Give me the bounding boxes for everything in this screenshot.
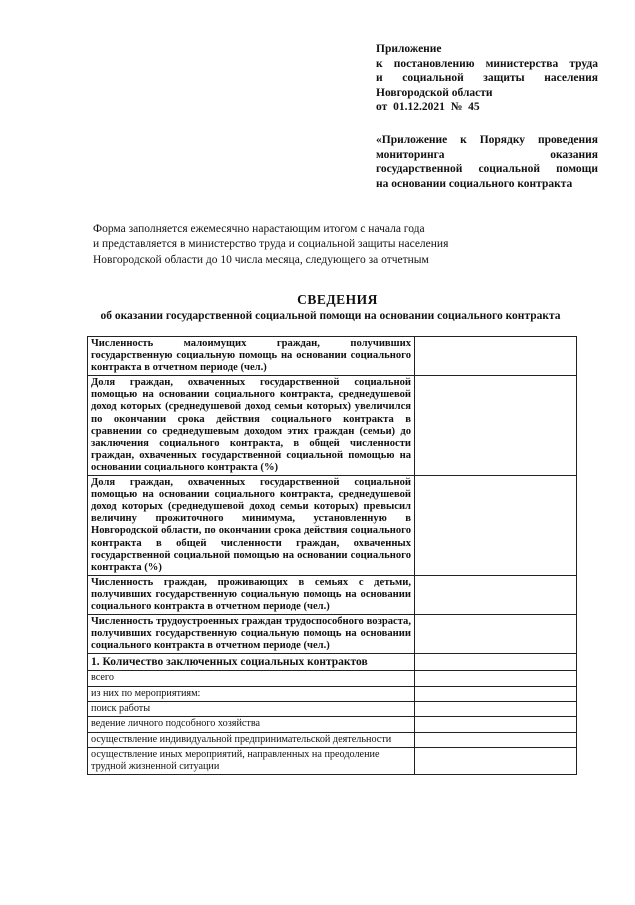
row-label: Численность малоимущих граждан, получивших государственную социальную помощь на основании социального контракта в отчетном периоде (чел.) (88, 337, 415, 376)
row-label: Численность трудоустроенных граждан трудоспособного возраста, получивших государственную социальную помощь на основании социального контракта в отчетном периоде (чел.) (88, 615, 415, 654)
row-label: ведение личного подсобного хозяйства (88, 717, 415, 732)
table-row (88, 701, 577, 716)
row-label: всего (88, 671, 415, 686)
row-label: Доля граждан, охваченных государственной социальной помощью на основании социального контракта, среднедушевой доход которых (среднедушевой доход семьи которых) превысил величину прожиточного минимума, установленную в Новгородской области, по окончании срока действия социального контракта в общей численности граждан, охваченных государственной социальной помощью на основании социального контракта (%) (88, 476, 415, 576)
value-cell[interactable] (415, 732, 577, 747)
header2-line: мониторинга оказания (376, 148, 598, 161)
table-row (88, 575, 577, 614)
value-cell[interactable] (415, 575, 577, 614)
table-row (88, 476, 577, 576)
value-cell[interactable] (415, 376, 577, 476)
value-cell[interactable] (415, 671, 577, 686)
table-row (88, 686, 577, 701)
instruction-line: Форма заполняется ежемесячно нарастающим итогом с начала года (93, 223, 425, 235)
row-label: из них по мероприятиям: (88, 686, 415, 701)
appendix-header-procedure (376, 133, 598, 191)
header-line: Приложение (376, 43, 442, 55)
header-line: к постановлению министерства труда (376, 57, 598, 70)
table-row (88, 615, 577, 654)
value-cell[interactable] (415, 615, 577, 654)
table-section-row (88, 654, 577, 671)
value-cell[interactable] (415, 654, 577, 671)
table-row (88, 671, 577, 686)
row-label: Доля граждан, охваченных государственной социальной помощью на основании социального контракта, среднедушевой доход которых (среднедушевой доход семьи которых) увеличился по окончании срока действия социального контракта в сравнении со среднедушевым доходом этих граждан (семьи) до заключения социального контракта, в общей численности граждан, охваченных государственной социальной помощью на основании социального контракта (%) (88, 376, 415, 476)
row-label: Численность граждан, проживающих в семьях с детьми, получивших государственную социальную помощь на основании социального контракта в отчетном периоде (чел.) (88, 575, 415, 614)
value-cell[interactable] (415, 686, 577, 701)
instruction-line: и представляется в министерство труда и социальной защиты населения (93, 238, 449, 251)
row-label: поиск работы (88, 701, 415, 716)
row-label: осуществление индивидуальной предпринимательской деятельности (88, 732, 415, 747)
value-cell[interactable] (415, 701, 577, 716)
appendix-header (376, 42, 598, 115)
report-table (87, 336, 577, 775)
table-row (88, 747, 577, 775)
instruction-line: Новгородской области до 10 числа месяца, следующего за отчетным (93, 253, 429, 266)
value-cell[interactable] (415, 747, 577, 775)
table-row (88, 732, 577, 747)
header-line: и социальной защиты населения (376, 72, 598, 85)
document-subtitle: об оказании государственной социальной помощи на основании социального контракта (100, 310, 561, 322)
header2-line: государственной социальной помощи (376, 163, 598, 176)
table-row (88, 376, 577, 476)
value-cell[interactable] (415, 476, 577, 576)
row-label: осуществление иных мероприятий, направленных на преодоление трудной жизненной ситуации (88, 747, 415, 775)
header-line-date: от 01.12.2021 № 45 (376, 101, 480, 114)
form-instructions (93, 222, 523, 268)
document-title: СВЕДЕНИЯ (297, 292, 378, 307)
section-heading: 1. Количество заключенных социальных контрактов (88, 654, 415, 671)
header2-line: «Приложение к Порядку проведения (376, 134, 598, 146)
header2-line: на основании социального контракта (376, 177, 573, 190)
value-cell[interactable] (415, 337, 577, 376)
table-row (88, 337, 577, 376)
header-line: Новгородской области (376, 86, 493, 99)
value-cell[interactable] (415, 717, 577, 732)
table-row (88, 717, 577, 732)
